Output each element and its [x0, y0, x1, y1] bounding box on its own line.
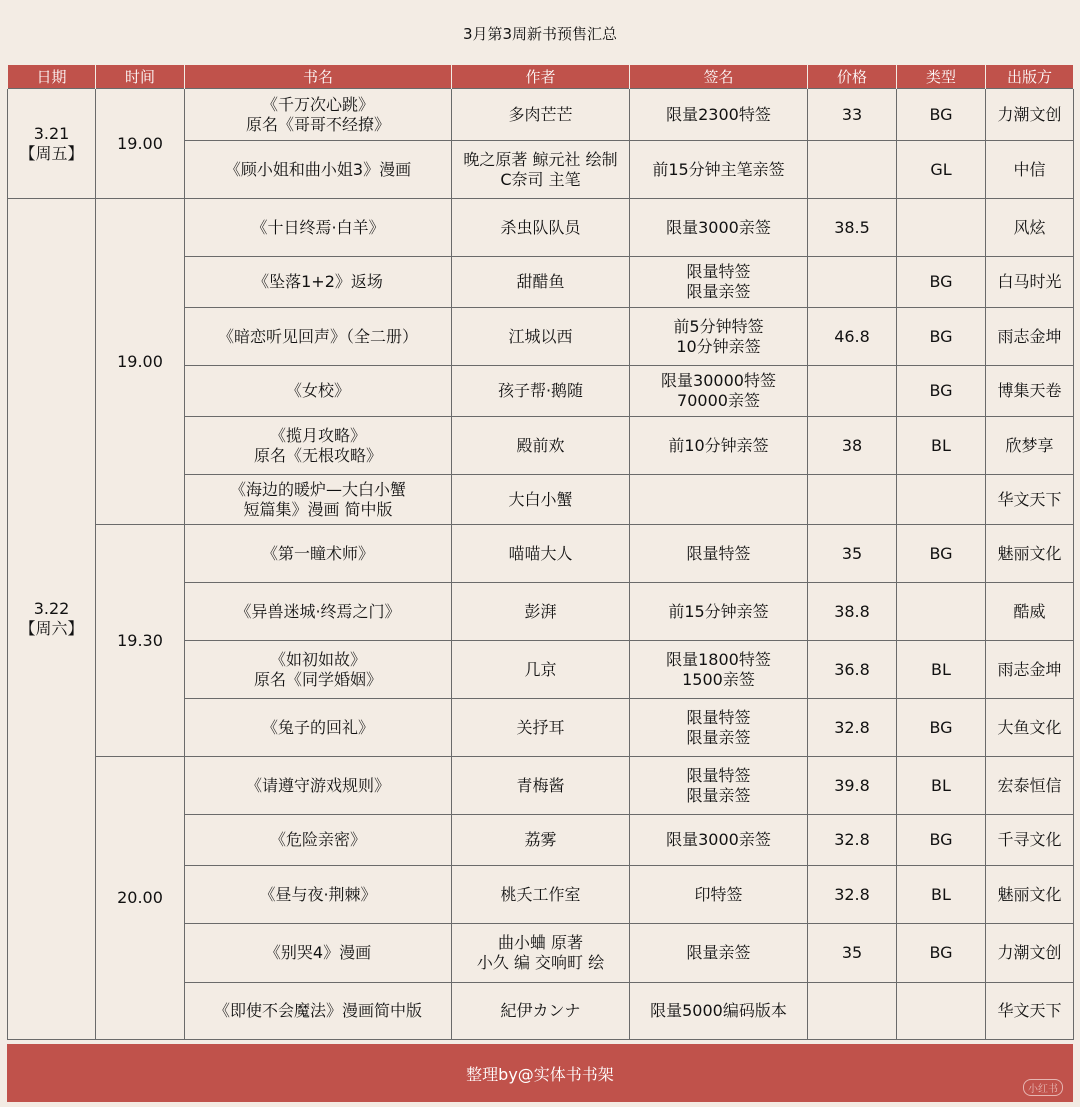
book-cell: 《坠落1+2》返场 — [185, 257, 452, 308]
price-cell — [808, 141, 897, 199]
publisher-cell: 大鱼文化 — [986, 699, 1074, 757]
book-cell: 《昼与夜·荆棘》 — [185, 866, 452, 924]
type-cell — [897, 475, 986, 525]
author-cell: 大白小蟹 — [452, 475, 630, 525]
author-cell: 曲小蛐 原著 小久 编 交响町 绘 — [452, 924, 630, 983]
author-cell: 桃夭工作室 — [452, 866, 630, 924]
sign-cell: 限量3000亲签 — [630, 199, 808, 257]
author-cell: 殿前欢 — [452, 417, 630, 475]
header-date: 日期 — [8, 65, 96, 89]
author-cell: 晚之原著 鲸元社 绘制 C奈司 主笔 — [452, 141, 630, 199]
publisher-cell: 中信 — [986, 141, 1074, 199]
type-cell: BG — [897, 699, 986, 757]
type-cell: GL — [897, 141, 986, 199]
type-cell — [897, 199, 986, 257]
price-cell: 38.8 — [808, 583, 897, 641]
type-cell: BG — [897, 366, 986, 417]
type-cell — [897, 583, 986, 641]
type-cell: BG — [897, 924, 986, 983]
type-cell: BG — [897, 89, 986, 141]
author-cell: 喵喵大人 — [452, 525, 630, 583]
sign-cell: 限量5000编码版本 — [630, 983, 808, 1040]
publisher-cell: 酷威 — [986, 583, 1074, 641]
book-cell: 《暗恋听见回声》（全二册） — [185, 308, 452, 366]
sign-cell: 前5分钟特签 10分钟亲签 — [630, 308, 808, 366]
sign-cell — [630, 475, 808, 525]
price-cell — [808, 366, 897, 417]
author-cell: 甜醋鱼 — [452, 257, 630, 308]
price-cell: 33 — [808, 89, 897, 141]
book-cell: 《危险亲密》 — [185, 815, 452, 866]
author-cell: 几京 — [452, 641, 630, 699]
type-cell: BL — [897, 757, 986, 815]
price-cell: 35 — [808, 924, 897, 983]
book-cell: 《别哭4》漫画 — [185, 924, 452, 983]
price-cell — [808, 257, 897, 308]
sign-cell: 限量特签 限量亲签 — [630, 699, 808, 757]
table-row — [8, 757, 1074, 815]
sign-cell: 限量特签 限量亲签 — [630, 757, 808, 815]
author-cell: 紀伊カンナ — [452, 983, 630, 1040]
header-type: 类型 — [897, 65, 986, 89]
header-row — [8, 65, 1074, 89]
date-cell: 3.22 【周六】 — [8, 199, 96, 1040]
book-cell: 《千万次心跳》 原名《哥哥不经撩》 — [185, 89, 452, 141]
sign-cell: 限量3000亲签 — [630, 815, 808, 866]
sign-cell: 前15分钟亲签 — [630, 583, 808, 641]
book-cell: 《即使不会魔法》漫画简中版 — [185, 983, 452, 1040]
author-cell: 荔雾 — [452, 815, 630, 866]
sign-cell: 印特签 — [630, 866, 808, 924]
header-book: 书名 — [185, 65, 452, 89]
price-cell: 36.8 — [808, 641, 897, 699]
book-cell: 《第一瞳术师》 — [185, 525, 452, 583]
book-cell: 《顾小姐和曲小姐3》漫画 — [185, 141, 452, 199]
publisher-cell: 风炫 — [986, 199, 1074, 257]
price-cell: 35 — [808, 525, 897, 583]
price-cell — [808, 983, 897, 1040]
presale-table — [7, 65, 1074, 1040]
author-cell: 关抒耳 — [452, 699, 630, 757]
book-cell: 《女校》 — [185, 366, 452, 417]
watermark-badge: 小红书 — [1023, 1079, 1063, 1096]
author-cell: 杀虫队队员 — [452, 199, 630, 257]
sign-cell: 限量亲签 — [630, 924, 808, 983]
price-cell: 38 — [808, 417, 897, 475]
sign-cell: 限量特签 限量亲签 — [630, 257, 808, 308]
presale-sheet — [7, 2, 1073, 1103]
sign-cell: 限量2300特签 — [630, 89, 808, 141]
header-time: 时间 — [96, 65, 185, 89]
price-cell: 39.8 — [808, 757, 897, 815]
price-cell: 46.8 — [808, 308, 897, 366]
type-cell: BG — [897, 525, 986, 583]
footer-text: 整理by@实体书书架 — [466, 1064, 614, 1084]
sign-cell: 前15分钟主笔亲签 — [630, 141, 808, 199]
publisher-cell: 力潮文创 — [986, 924, 1074, 983]
book-cell: 《揽月攻略》 原名《无根攻略》 — [185, 417, 452, 475]
sign-cell: 限量30000特签 70000亲签 — [630, 366, 808, 417]
author-cell: 孩子帮·鹅随 — [452, 366, 630, 417]
publisher-cell: 千寻文化 — [986, 815, 1074, 866]
time-cell: 20.00 — [96, 757, 185, 1040]
sign-cell: 限量1800特签 1500亲签 — [630, 641, 808, 699]
price-cell: 32.8 — [808, 815, 897, 866]
author-cell: 彭湃 — [452, 583, 630, 641]
time-cell: 19.00 — [96, 89, 185, 199]
price-cell: 38.5 — [808, 199, 897, 257]
table-row — [8, 89, 1074, 141]
publisher-cell: 力潮文创 — [986, 89, 1074, 141]
publisher-cell: 魅丽文化 — [986, 866, 1074, 924]
type-cell: BL — [897, 866, 986, 924]
author-cell: 江城以西 — [452, 308, 630, 366]
table-row — [8, 525, 1074, 583]
author-cell: 多肉芒芒 — [452, 89, 630, 141]
time-cell: 19.00 — [96, 199, 185, 525]
publisher-cell: 欣梦享 — [986, 417, 1074, 475]
type-cell: BL — [897, 641, 986, 699]
sign-cell: 限量特签 — [630, 525, 808, 583]
book-cell: 《海边的暖炉—大白小蟹 短篇集》漫画 简中版 — [185, 475, 452, 525]
header-publisher: 出版方 — [986, 65, 1074, 89]
publisher-cell: 华文天下 — [986, 983, 1074, 1040]
footer-credit — [7, 1044, 1073, 1102]
price-cell: 32.8 — [808, 699, 897, 757]
publisher-cell: 雨志金坤 — [986, 641, 1074, 699]
type-cell: BG — [897, 308, 986, 366]
type-cell: BG — [897, 257, 986, 308]
publisher-cell: 白马时光 — [986, 257, 1074, 308]
book-cell: 《异兽迷城·终焉之门》 — [185, 583, 452, 641]
book-cell: 《兔子的回礼》 — [185, 699, 452, 757]
publisher-cell: 博集天卷 — [986, 366, 1074, 417]
table-row — [8, 199, 1074, 257]
publisher-cell: 雨志金坤 — [986, 308, 1074, 366]
book-cell: 《如初如故》 原名《同学婚姻》 — [185, 641, 452, 699]
date-cell: 3.21 【周五】 — [8, 89, 96, 199]
publisher-cell: 宏泰恒信 — [986, 757, 1074, 815]
type-cell: BG — [897, 815, 986, 866]
sign-cell: 前10分钟亲签 — [630, 417, 808, 475]
publisher-cell: 华文天下 — [986, 475, 1074, 525]
header-sign: 签名 — [630, 65, 808, 89]
price-cell: 32.8 — [808, 866, 897, 924]
type-cell: BL — [897, 417, 986, 475]
price-cell — [808, 475, 897, 525]
publisher-cell: 魅丽文化 — [986, 525, 1074, 583]
type-cell — [897, 983, 986, 1040]
header-price: 价格 — [808, 65, 897, 89]
header-author: 作者 — [452, 65, 630, 89]
sheet-title: 3月第3周新书预售汇总 — [462, 25, 618, 43]
author-cell: 青梅酱 — [452, 757, 630, 815]
book-cell: 《十日终焉·白羊》 — [185, 199, 452, 257]
book-cell: 《请遵守游戏规则》 — [185, 757, 452, 815]
time-cell: 19.30 — [96, 525, 185, 757]
